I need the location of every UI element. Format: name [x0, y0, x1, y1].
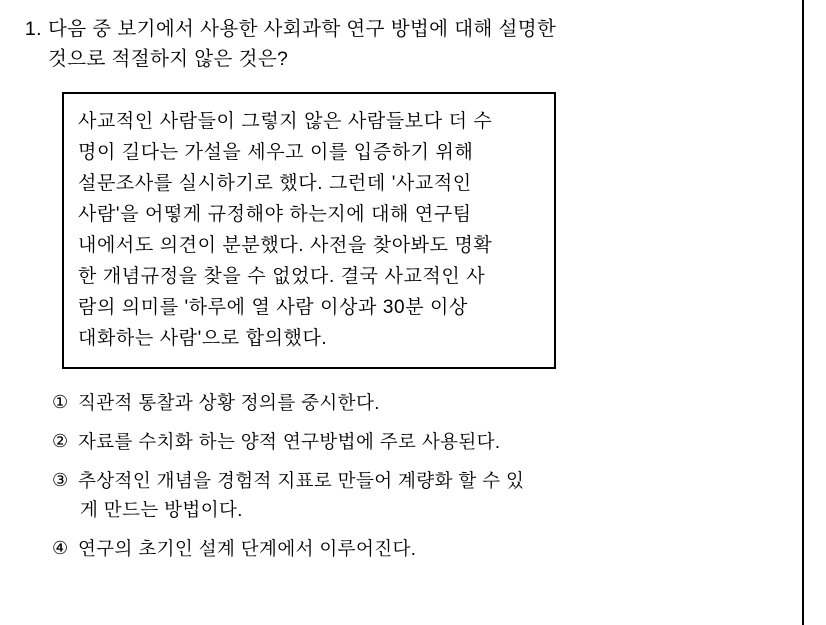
choice-text-line: 추상적인 개념을 경험적 지표로 만들어 계량화 할 수 있: [78, 470, 525, 492]
passage-line: 설문조사를 실시하기로 했다. 그런데 '사교적인: [78, 173, 472, 195]
passage-line: 대화하는 사람'으로 합의했다.: [78, 328, 328, 350]
passage-line: 사람'을 어떻게 규정해야 하는지에 대해 연구팀: [78, 204, 472, 226]
passage-line: 명이 길다는 가설을 세우고 이를 입증하기 위해: [78, 142, 474, 164]
choice-text-line: 직관적 통찰과 상황 정의를 중시한다.: [78, 392, 380, 414]
choice-text-line: 자료를 수치화 하는 양적 연구방법에 주로 사용된다.: [78, 431, 501, 453]
passage-line: 사교적인 사람들이 그렇지 않은 사람들보다 더 수: [78, 111, 493, 133]
choice-text-line: 게 만드는 방법이다.: [80, 498, 243, 520]
passage-box: [62, 92, 556, 369]
choice-marker-icon: ①: [52, 392, 69, 413]
passage-line: 람의 의미를 '하루에 열 사람 이상과 30분 이상: [78, 297, 468, 319]
choice-text-line: 연구의 초기인 설계 단계에서 이루어진다.: [78, 537, 417, 559]
choice-marker-icon: ②: [52, 431, 69, 452]
question-stem: [0, 14, 790, 74]
choice-text: [78, 535, 790, 563]
choice-option-4[interactable]: [52, 535, 790, 563]
page-border-rule: [802, 0, 804, 625]
choice-text: [78, 467, 790, 523]
question-text-line: 것으로 적절하지 않은 것은?: [48, 48, 289, 71]
passage-line: 한 개념규정을 찾을 수 없었다. 결국 사교적인 사: [78, 266, 486, 288]
question-text: [48, 14, 688, 74]
choice-marker-icon: ③: [52, 470, 69, 491]
question-text-line: 다음 중 보기에서 사용한 사회과학 연구 방법에 대해 설명한: [48, 18, 557, 40]
choice-option-1[interactable]: [52, 389, 790, 417]
choice-marker-icon: ④: [52, 537, 69, 558]
choice-text: [78, 389, 790, 417]
passage-line: 내에서도 의견이 분분했다. 사전을 찾아봐도 명확: [78, 235, 493, 257]
choice-text: [78, 428, 790, 456]
choice-list: [0, 389, 790, 563]
choice-option-3[interactable]: [52, 467, 790, 523]
choice-option-2[interactable]: [52, 428, 790, 456]
question-number: 1.: [24, 18, 42, 40]
